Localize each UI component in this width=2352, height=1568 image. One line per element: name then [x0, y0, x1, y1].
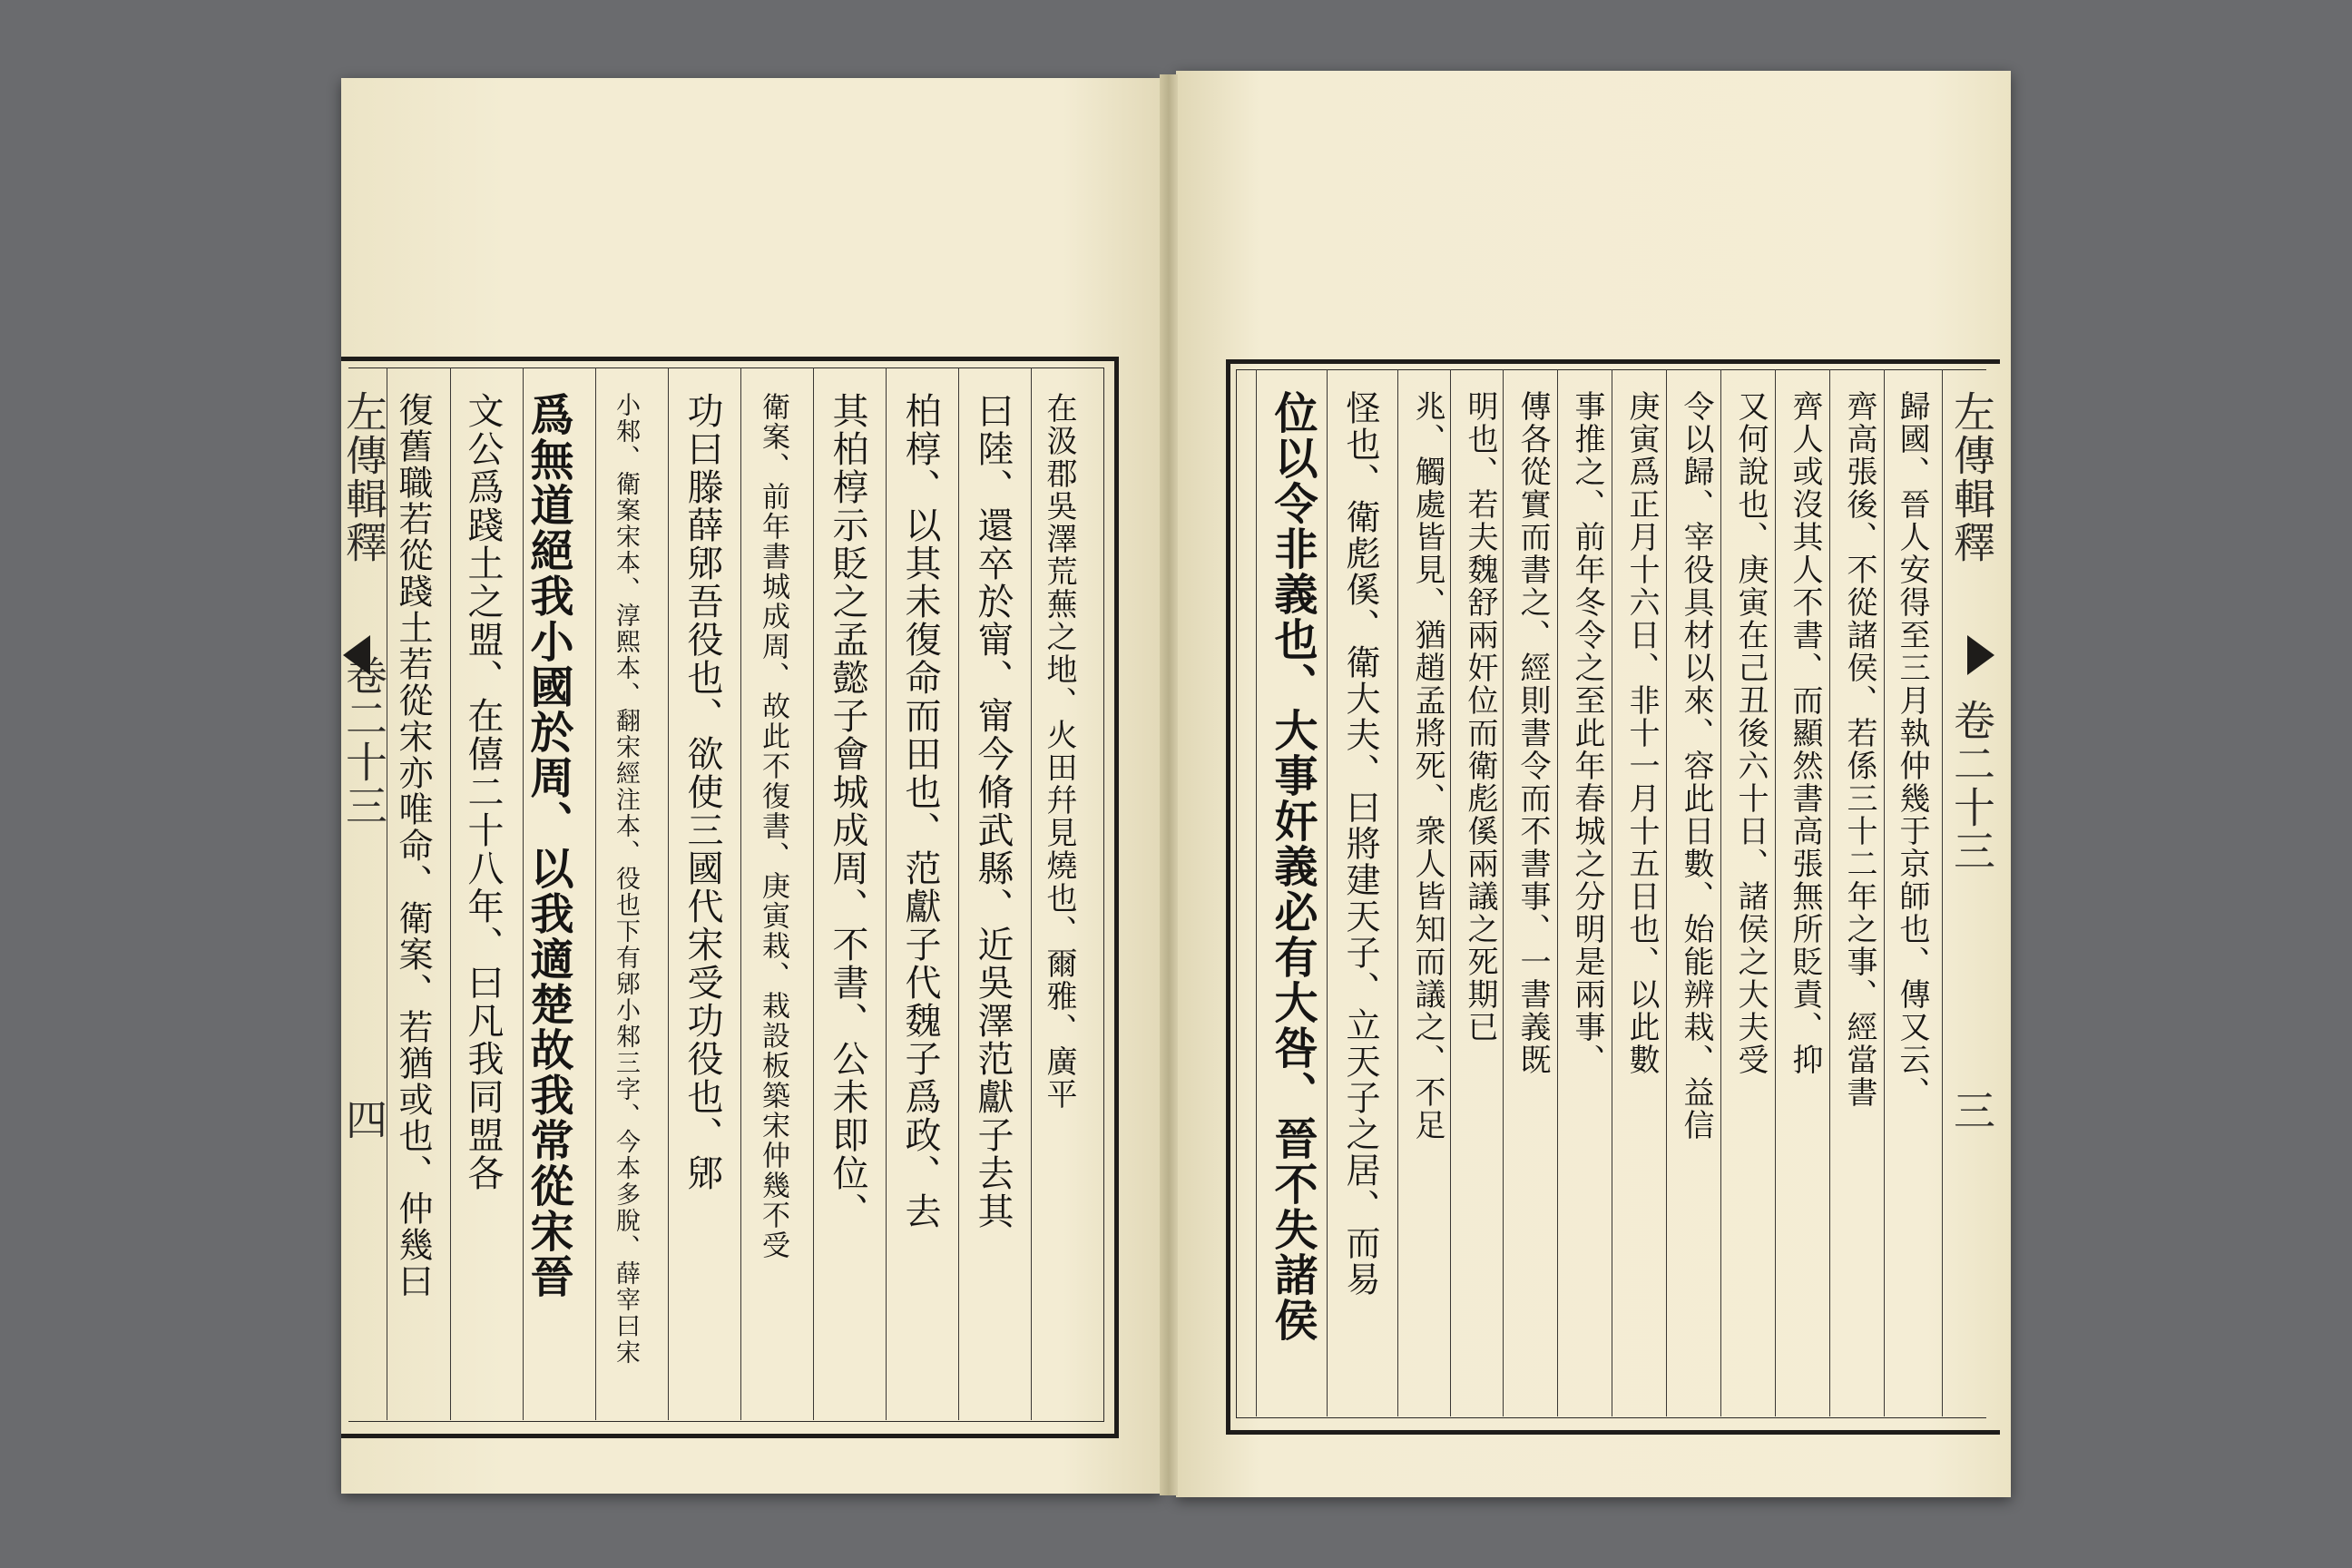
left-col-7: 小邾、衛案宋本、淳熙本、翻宋經注本、役也下有郳小邾三字、今本多脫、薛宰曰宋: [612, 392, 640, 1366]
left-col-8: 爲無道絕我小國於周、以我適楚故我常從宋晉: [523, 392, 573, 1299]
spacer: [1226, 359, 1227, 360]
right-col-2: 齊高張後、不從諸侯、若係三十二年之事、經當書: [1841, 390, 1877, 1109]
left-fold-title: 左傳輯釋: [339, 390, 388, 564]
right-fold-rule: [1942, 369, 1943, 1416]
right-col-4: 又何說也、庚寅在己丑後六十日、諸侯之大夫受: [1732, 390, 1769, 1076]
column-rule: [668, 368, 669, 1420]
right-col-7: 事推之、前年冬令之至此年春城之分明是兩事、: [1569, 390, 1605, 1076]
right-col-11: 怪也、衛彪傒、衛大夫、曰將建天子、立天子之居、而易: [1340, 390, 1380, 1298]
column-rule: [1775, 369, 1776, 1416]
right-fold-volume: 卷二十三: [1947, 699, 1996, 873]
column-rule: [595, 368, 596, 1420]
right-fold-page-number: 三: [1947, 1089, 1996, 1132]
column-rule: [1557, 369, 1558, 1416]
column-rule: [740, 368, 741, 1420]
right-col-3: 齊人或沒其人不書、而顯然書高張無所貶責、抑: [1787, 390, 1823, 1076]
column-rule: [1666, 369, 1667, 1416]
column-rule: [886, 368, 887, 1420]
left-col-2: 曰陸、還卒於甯、甯今脩武縣、近吳澤范獻子去其: [972, 392, 1014, 1230]
column-rule: [1720, 369, 1721, 1416]
column-rule: [1256, 369, 1257, 1416]
right-col-8: 傳各從實而書之、經則書令而不書事、一書義既: [1514, 390, 1551, 1076]
right-fishtail-mark: [1967, 635, 1994, 675]
left-fold-volume: 卷二十三: [339, 653, 388, 828]
left-col-4: 其柏椁示貶之孟懿子會城成周、不書、公未即位、: [827, 392, 868, 1230]
column-rule: [450, 368, 451, 1420]
left-col-5: 衛案、前年書城成周、故此不復書、庚寅栽、栽設板築宋仲幾不受: [757, 392, 789, 1260]
right-col-9: 明也、若夫魏舒兩奸位而衛彪傒兩議之死期已: [1462, 390, 1498, 1044]
right-col-12: 位以令非義也、大事奸義必有大咎、晉不失諸侯: [1267, 390, 1318, 1343]
right-col-1: 歸國、晉人安得至三月執仲幾于京師也、傳又云、: [1894, 390, 1930, 1109]
book-gutter: [1160, 74, 1178, 1495]
left-col-6: 功曰滕薛郳吾役也、欲使三國代宋受功役也、郳: [681, 392, 723, 1192]
left-col-3: 柏椁、以其未復命而田也、范獻子代魏子爲政、去: [899, 392, 941, 1230]
column-rule: [1503, 369, 1504, 1416]
column-rule: [813, 368, 814, 1420]
column-rule: [1327, 369, 1328, 1416]
left-col-1: 在汲郡吳澤荒蕪之地、火田幷見燒也、爾雅、廣平: [1041, 392, 1077, 1111]
left-col-9: 文公爲踐土之盟、在僖二十八年、曰凡我同盟各: [462, 392, 504, 1192]
column-rule: [1884, 369, 1885, 1416]
right-col-5: 令以歸、宰役具材以來、容此日數、始能辨栽、益信: [1678, 390, 1714, 1142]
left-col-10: 復舊職若從踐土若從宋亦唯命、衛案、若猶或也、仲幾曰: [393, 392, 433, 1299]
right-fold-title: 左傳輯釋: [1947, 390, 1996, 564]
column-rule: [523, 368, 524, 1420]
left-fold-page-number: 四: [339, 1098, 388, 1142]
column-rule: [1450, 369, 1451, 1416]
column-rule: [958, 368, 959, 1420]
column-rule: [1031, 368, 1032, 1420]
right-col-10: 兆、觸處皆見、猶趙孟將死、衆人皆知而議之、不足: [1409, 390, 1446, 1142]
column-rule: [1397, 369, 1398, 1416]
right-col-6: 庚寅爲正月十六日、非十一月十五日也、以此數: [1623, 390, 1660, 1076]
column-rule: [1829, 369, 1830, 1416]
left-fishtail-mark: [343, 635, 370, 675]
